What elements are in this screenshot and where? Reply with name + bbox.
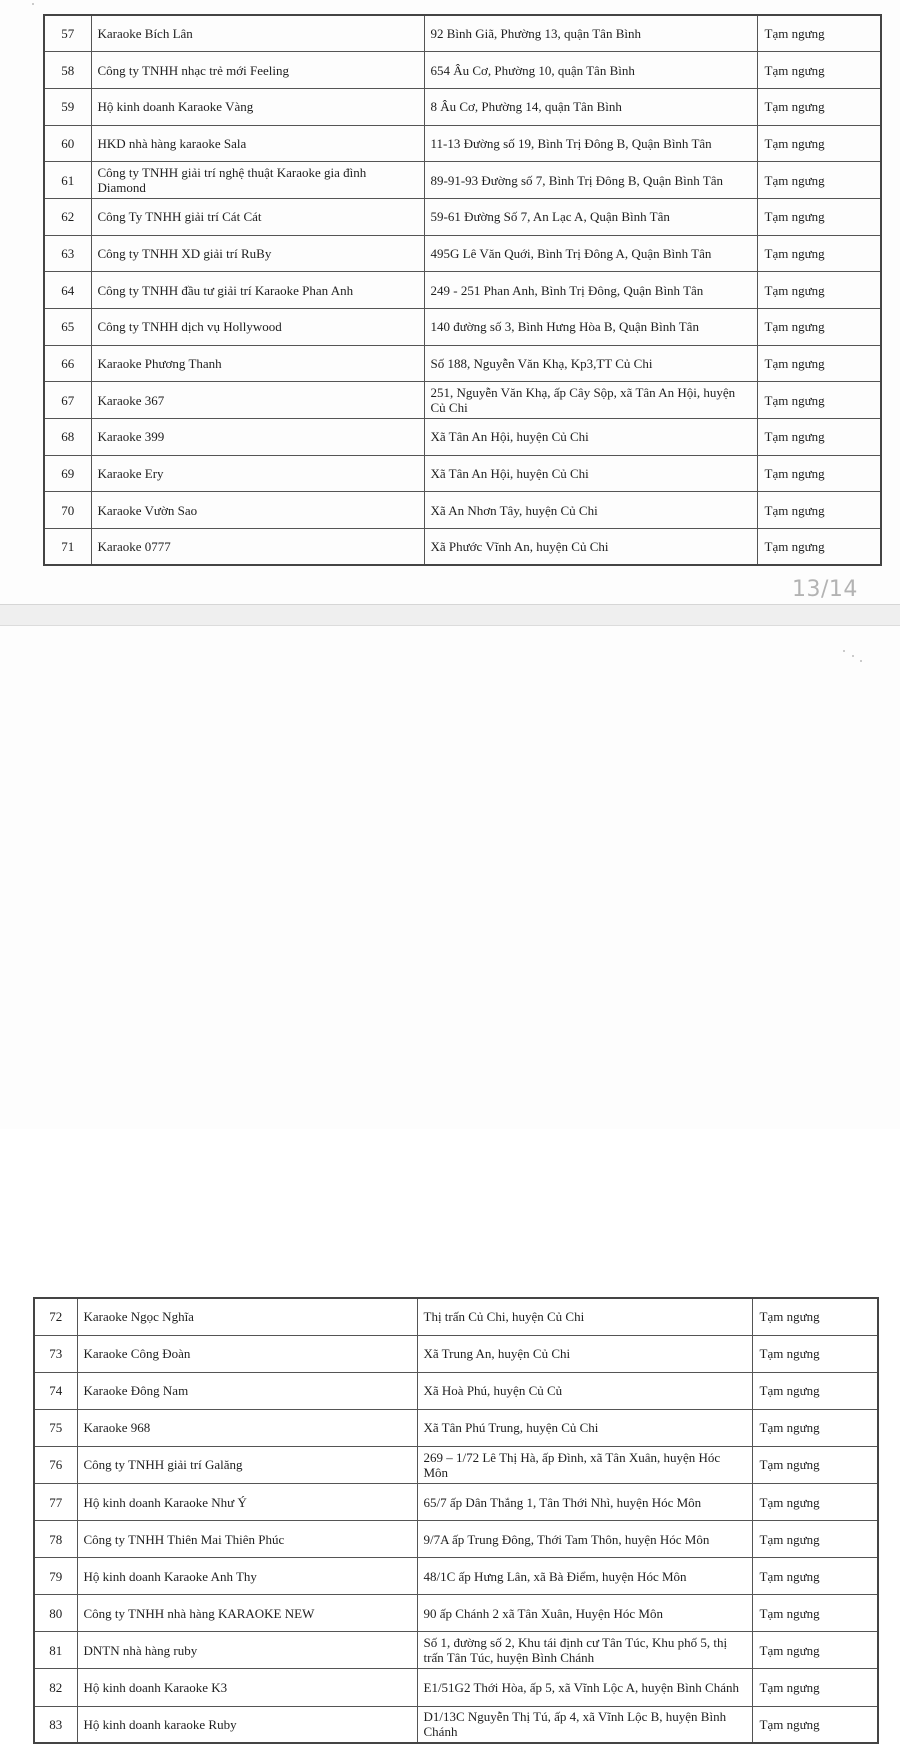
- venue-name-cell: DNTN nhà hàng ruby: [77, 1632, 417, 1669]
- row-number-cell: 79: [34, 1558, 77, 1595]
- status-cell: Tạm ngưng: [752, 1632, 878, 1669]
- table-row: [34, 1372, 878, 1409]
- table-row: [44, 382, 881, 419]
- venue-name-cell: Karaoke Bích Lân: [91, 15, 424, 52]
- status-cell: Tạm ngưng: [757, 309, 881, 346]
- table-row: [44, 455, 881, 492]
- venue-name-cell: Công ty TNHH XD giải trí RuBy: [91, 235, 424, 272]
- venue-address-cell: Số 1, đường số 2, Khu tái định cư Tân Túc, Khu phố 5, thị trấn Tân Túc, huyện Bình Chánh: [417, 1632, 752, 1669]
- status-cell: Tạm ngưng: [752, 1298, 878, 1335]
- row-number-cell: 57: [44, 15, 91, 52]
- table-row: [44, 125, 881, 162]
- venue-table-body: [34, 1298, 878, 1743]
- table-row: [34, 1521, 878, 1558]
- venue-name-cell: Karaoke Đông Nam: [77, 1372, 417, 1409]
- row-number-cell: 77: [34, 1483, 77, 1520]
- table-row: [44, 492, 881, 529]
- venue-table-page-13: [43, 14, 882, 566]
- status-cell: Tạm ngưng: [757, 52, 881, 89]
- status-cell: Tạm ngưng: [752, 1335, 878, 1372]
- table-row: [34, 1558, 878, 1595]
- status-cell: Tạm ngưng: [752, 1483, 878, 1520]
- status-cell: Tạm ngưng: [752, 1669, 878, 1706]
- venue-address-cell: 65/7 ấp Dân Thắng 1, Tân Thới Nhì, huyện Hóc Môn: [417, 1483, 752, 1520]
- row-number-cell: 83: [34, 1706, 77, 1743]
- status-cell: Tạm ngưng: [752, 1558, 878, 1595]
- table-row: [44, 272, 881, 309]
- table-row: [34, 1669, 878, 1706]
- row-number-cell: 69: [44, 455, 91, 492]
- table-row: [34, 1298, 878, 1335]
- venue-address-cell: Số 188, Nguyễn Văn Khạ, Kp3,TT Củ Chi: [424, 345, 757, 382]
- venue-name-cell: Công ty TNHH giải trí nghệ thuật Karaoke gia đình Diamond: [91, 162, 424, 199]
- venue-address-cell: 92 Bình Giã, Phường 13, quận Tân Bình: [424, 15, 757, 52]
- venue-name-cell: Công ty TNHH giải trí Galăng: [77, 1446, 417, 1483]
- venue-name-cell: Công ty TNHH nhà hàng KARAOKE NEW: [77, 1595, 417, 1632]
- venue-name-cell: Công ty TNHH dịch vụ Hollywood: [91, 309, 424, 346]
- venue-address-cell: Xã Phước Vĩnh An, huyện Củ Chi: [424, 529, 757, 566]
- venue-name-cell: Hộ kinh doanh Karaoke Anh Thy: [77, 1558, 417, 1595]
- venue-name-cell: Karaoke 399: [91, 419, 424, 456]
- venue-address-cell: 9/7A ấp Trung Đông, Thới Tam Thôn, huyện Hóc Môn: [417, 1521, 752, 1558]
- venue-table-page-14: [33, 1297, 879, 1744]
- status-cell: Tạm ngưng: [752, 1521, 878, 1558]
- row-number-cell: 61: [44, 162, 91, 199]
- venue-address-cell: Thị trấn Củ Chi, huyện Củ Chi: [417, 1298, 752, 1335]
- venue-address-cell: Xã Tân An Hội, huyện Củ Chi: [424, 455, 757, 492]
- scan-speck: [860, 660, 862, 662]
- row-number-cell: 66: [44, 345, 91, 382]
- table-row: [44, 235, 881, 272]
- row-number-cell: 70: [44, 492, 91, 529]
- table-row: [44, 345, 881, 382]
- table-row: [44, 162, 881, 199]
- table-row: [34, 1446, 878, 1483]
- scan-speck: [852, 655, 854, 657]
- table-row: [44, 15, 881, 52]
- venue-address-cell: 90 ấp Chánh 2 xã Tân Xuân, Huyện Hóc Môn: [417, 1595, 752, 1632]
- status-cell: Tạm ngưng: [757, 455, 881, 492]
- venue-address-cell: E1/51G2 Thới Hòa, ấp 5, xã Vĩnh Lộc A, huyện Bình Chánh: [417, 1669, 752, 1706]
- table-row: [34, 1632, 878, 1669]
- venue-name-cell: Hộ kinh doanh Karaoke Vàng: [91, 88, 424, 125]
- status-cell: Tạm ngưng: [757, 15, 881, 52]
- status-cell: Tạm ngưng: [757, 492, 881, 529]
- row-number-cell: 64: [44, 272, 91, 309]
- table-row: [44, 198, 881, 235]
- venue-name-cell: Công Ty TNHH giải trí Cát Cát: [91, 198, 424, 235]
- row-number-cell: 71: [44, 529, 91, 566]
- venue-address-cell: 8 Âu Cơ, Phường 14, quận Tân Bình: [424, 88, 757, 125]
- table-row: [44, 88, 881, 125]
- status-cell: Tạm ngưng: [757, 162, 881, 199]
- venue-name-cell: Karaoke Phương Thanh: [91, 345, 424, 382]
- venue-address-cell: 251, Nguyễn Văn Khạ, ấp Cây Sộp, xã Tân An Hội, huyện Củ Chi: [424, 382, 757, 419]
- status-cell: Tạm ngưng: [752, 1595, 878, 1632]
- document-page-14: [0, 626, 900, 1740]
- venue-name-cell: Công ty TNHH nhạc trẻ mới Feeling: [91, 52, 424, 89]
- row-number-cell: 60: [44, 125, 91, 162]
- row-number-cell: 58: [44, 52, 91, 89]
- scan-speck: [843, 650, 845, 652]
- venue-name-cell: Công ty TNHH Thiên Mai Thiên Phúc: [77, 1521, 417, 1558]
- row-number-cell: 73: [34, 1335, 77, 1372]
- status-cell: Tạm ngưng: [752, 1446, 878, 1483]
- venue-address-cell: 249 - 251 Phan Anh, Bình Trị Đông, Quận Bình Tân: [424, 272, 757, 309]
- venue-name-cell: Hộ kinh doanh karaoke Ruby: [77, 1706, 417, 1743]
- venue-name-cell: Karaoke 367: [91, 382, 424, 419]
- venue-address-cell: 48/1C ấp Hưng Lân, xã Bà Điểm, huyện Hóc Môn: [417, 1558, 752, 1595]
- status-cell: Tạm ngưng: [752, 1706, 878, 1743]
- venue-name-cell: Công ty TNHH đầu tư giải trí Karaoke Phan Anh: [91, 272, 424, 309]
- status-cell: Tạm ngưng: [757, 419, 881, 456]
- table-row: [34, 1595, 878, 1632]
- row-number-cell: 74: [34, 1372, 77, 1409]
- row-number-cell: 81: [34, 1632, 77, 1669]
- table-row: [44, 529, 881, 566]
- venue-name-cell: Hộ kinh doanh Karaoke K3: [77, 1669, 417, 1706]
- status-cell: Tạm ngưng: [752, 1372, 878, 1409]
- status-cell: Tạm ngưng: [757, 272, 881, 309]
- venue-table-body: [44, 15, 881, 565]
- status-cell: Tạm ngưng: [757, 345, 881, 382]
- status-cell: Tạm ngưng: [757, 529, 881, 566]
- venue-address-cell: Xã Tân An Hội, huyện Củ Chi: [424, 419, 757, 456]
- venue-address-cell: 495G Lê Văn Quới, Bình Trị Đông A, Quận Bình Tân: [424, 235, 757, 272]
- row-number-cell: 78: [34, 1521, 77, 1558]
- status-cell: Tạm ngưng: [757, 382, 881, 419]
- row-number-cell: 72: [34, 1298, 77, 1335]
- page-separator: [0, 604, 900, 626]
- table-row: [34, 1335, 878, 1372]
- venue-address-cell: 59-61 Đường Số 7, An Lạc A, Quận Bình Tân: [424, 198, 757, 235]
- venue-address-cell: 11-13 Đường số 19, Bình Trị Đông B, Quận Bình Tân: [424, 125, 757, 162]
- venue-address-cell: 89-91-93 Đường số 7, Bình Trị Đông B, Quận Bình Tân: [424, 162, 757, 199]
- venue-name-cell: Hộ kinh doanh Karaoke Như Ý: [77, 1483, 417, 1520]
- venue-address-cell: D1/13C Nguyễn Thị Tú, ấp 4, xã Vĩnh Lộc B, huyện Bình Chánh: [417, 1706, 752, 1743]
- table-row: [44, 309, 881, 346]
- venue-name-cell: Karaoke Công Đoàn: [77, 1335, 417, 1372]
- table-row: [34, 1409, 878, 1446]
- table-row: [34, 1706, 878, 1743]
- venue-name-cell: Karaoke 968: [77, 1409, 417, 1446]
- row-number-cell: 76: [34, 1446, 77, 1483]
- venue-address-cell: Xã Hoà Phú, huyện Củ Củ: [417, 1372, 752, 1409]
- venue-address-cell: Xã Tân Phú Trung, huyện Củ Chi: [417, 1409, 752, 1446]
- venue-address-cell: 140 đường số 3, Bình Hưng Hòa B, Quận Bình Tân: [424, 309, 757, 346]
- row-number-cell: 75: [34, 1409, 77, 1446]
- status-cell: Tạm ngưng: [757, 235, 881, 272]
- venue-name-cell: Karaoke Vườn Sao: [91, 492, 424, 529]
- row-number-cell: 59: [44, 88, 91, 125]
- row-number-cell: 63: [44, 235, 91, 272]
- row-number-cell: 65: [44, 309, 91, 346]
- page-indicator: 13/14: [792, 577, 858, 602]
- status-cell: Tạm ngưng: [757, 198, 881, 235]
- row-number-cell: 68: [44, 419, 91, 456]
- table-row: [44, 419, 881, 456]
- venue-address-cell: Xã Trung An, huyện Củ Chi: [417, 1335, 752, 1372]
- status-cell: Tạm ngưng: [757, 125, 881, 162]
- venue-name-cell: Karaoke Ery: [91, 455, 424, 492]
- row-number-cell: 82: [34, 1669, 77, 1706]
- venue-address-cell: 654 Âu Cơ, Phường 10, quận Tân Bình: [424, 52, 757, 89]
- row-number-cell: 80: [34, 1595, 77, 1632]
- venue-name-cell: Karaoke 0777: [91, 529, 424, 566]
- venue-name-cell: HKD nhà hàng karaoke Sala: [91, 125, 424, 162]
- row-number-cell: 62: [44, 198, 91, 235]
- status-cell: Tạm ngưng: [752, 1409, 878, 1446]
- document-page-13: [0, 0, 900, 606]
- venue-address-cell: 269 – 1/72 Lê Thị Hà, ấp Đình, xã Tân Xuân, huyện Hóc Môn: [417, 1446, 752, 1483]
- status-cell: Tạm ngưng: [757, 88, 881, 125]
- table-row: [44, 52, 881, 89]
- scan-speck: [32, 3, 34, 5]
- row-number-cell: 67: [44, 382, 91, 419]
- venue-address-cell: Xã An Nhơn Tây, huyện Củ Chi: [424, 492, 757, 529]
- table-row: [34, 1483, 878, 1520]
- venue-name-cell: Karaoke Ngọc Nghĩa: [77, 1298, 417, 1335]
